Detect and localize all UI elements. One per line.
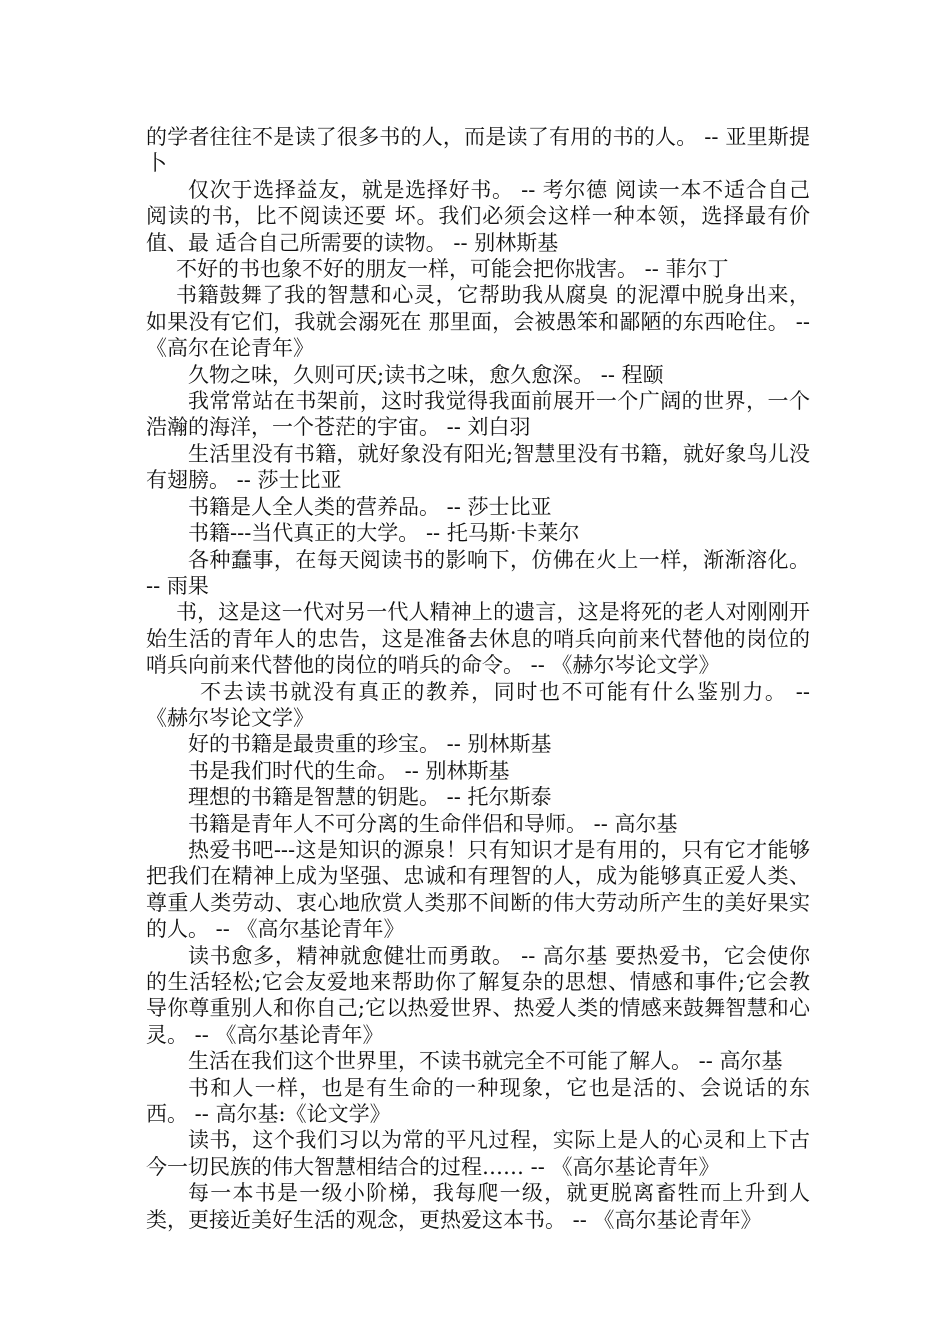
quote-paragraph: 我常常站在书架前，这时我觉得我面前展开一个广阔的世界，一个浩瀚的海洋，一个苍茫的宇宙。 -- 刘白羽 [146,389,810,440]
quote-paragraph: 书籍是人全人类的营养品。 -- 莎士比亚 [188,494,552,519]
quote-paragraph: 生活里没有书籍，就好象没有阳光;智慧里没有书籍，就好象鸟儿没有翅膀。 -- 莎士比亚 [146,441,810,493]
quote-paragraph: 热爱书吧---这是知识的源泉！只有知识才是有用的，只有它才能够把我们在精神上成为坚强、忠诚和有理智的人，成为能够真正爱人类、尊重人类劳动、衷心地欣赏人类那不间断的伟大劳动所产生的美好果实的人。 -- 《高尔基论青年》 [146,837,810,942]
quote-paragraph: 书籍鼓舞了我的智慧和心灵，它帮助我从腐臭 的泥潭中脱身出来，如果没有它们，我就会溺死在 那里面，会被愚笨和鄙陋的东西呛住。 -- 《高尔在论青年》 [146,283,810,361]
quote-text-block [146,124,810,1233]
quote-paragraph: 理想的书籍是智慧的钥匙。 -- 托尔斯泰 [188,785,552,810]
quote-paragraph: 书籍是青年人不可分离的生命伴侣和导师。 -- 高尔基 [188,811,678,836]
quote-paragraph: 书是我们时代的生命。 -- 别林斯基 [188,758,510,783]
quote-paragraph: 读书，这个我们习以为常的平凡过程，实际上是人的心灵和上下古今一切民族的伟大智慧相结合的过程…… -- 《高尔基论青年》 [146,1128,810,1179]
quote-paragraph: 生活在我们这个世界里，不读书就完全不可能了解人。 -- 高尔基 [188,1049,783,1074]
quote-paragraph: 仅次于选择益友，就是选择好书。 -- 考尔德 阅读一本不适合自己阅读的书，比不阅读还要 坏。我们必须会这样一种本领，选择最有价值、最 适合自己所需要的读物。 -- 别林斯基 [146,177,810,255]
quote-paragraph: 书籍---当代真正的大学。 -- 托马斯·卡莱尔 [188,521,580,546]
quote-paragraph: 的学者往往不是读了很多书的人，而是读了有用的书的人。 -- 亚里斯提卜 [146,125,810,176]
quote-paragraph: 久物之味，久则可厌;读书之味，愈久愈深。 -- 程颐 [188,362,664,387]
quote-paragraph: 书，这是这一代对另一代人精神上的遗言，这是将死的老人对刚刚开始生活的青年人的忠告，这是准备去休息的哨兵向前来代替他的岗位的哨兵向前来代替他的岗位的哨兵的命令。 -- 《赫尔岑论文学》 [146,600,810,678]
quote-paragraph: 读书愈多，精神就愈健壮而勇敢。 -- 高尔基 要热爱书，它会使你的生活轻松;它会友爱地来帮助你了解复杂的思想、情感和事件;它会教导你尊重别人和你自己;它以热爱世界、热爱人类的情感来鼓舞智慧和心灵。 -- 《高尔基论青年》 [146,943,810,1047]
quote-paragraph: 好的书籍是最贵重的珍宝。 -- 别林斯基 [188,732,552,757]
quote-paragraph: 不好的书也象不好的朋友一样，可能会把你戕害。 -- 菲尔丁 [176,257,729,282]
quote-paragraph: 各种蠢事，在每天阅读书的影响下，仿佛在火上一样，渐渐溶化。 -- 雨果 [146,547,810,598]
quote-paragraph: 不去读书就没有真正的教养，同时也不可能有什么鉴别力。 -- 《赫尔岑论文学》 [146,679,810,730]
quote-paragraph: 书和人一样，也是有生命的一种现象，它也是活的、会说话的东西。 -- 高尔基:《论文学》 [146,1075,810,1127]
quote-paragraph: 每一本书是一级小阶梯，我每爬一级，就更脱离畜牲而上升到人类，更接近美好生活的观念，更热爱这本书。 -- 《高尔基论青年》 [146,1181,810,1232]
